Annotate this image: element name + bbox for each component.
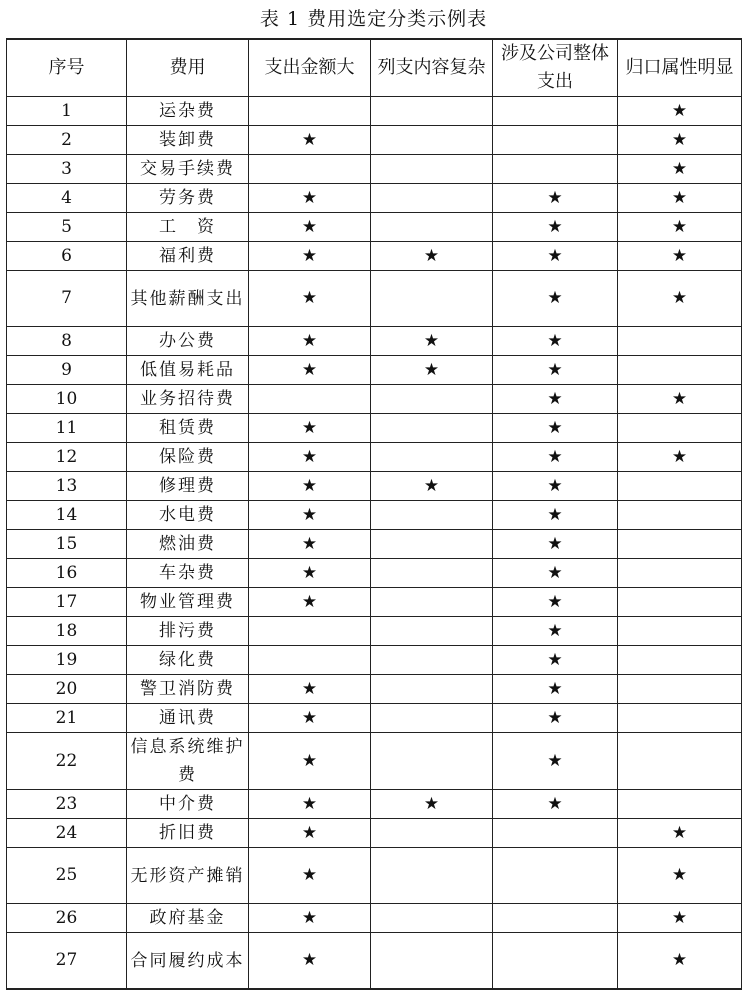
flag-cell xyxy=(249,790,371,819)
table-row xyxy=(7,588,742,617)
flag-cell xyxy=(371,385,493,414)
star-icon: ★ xyxy=(301,793,318,814)
flag-cell xyxy=(618,617,742,646)
flag-cell xyxy=(371,327,493,356)
flag-cell xyxy=(249,155,371,184)
star-icon: ★ xyxy=(301,707,318,728)
table-row xyxy=(7,327,742,356)
table-row xyxy=(7,155,742,184)
star-icon: ★ xyxy=(301,129,318,150)
row-number: 24 xyxy=(7,819,127,848)
flag-cell xyxy=(371,126,493,155)
flag-cell xyxy=(371,356,493,385)
flag-cell xyxy=(371,97,493,126)
flag-cell xyxy=(249,704,371,733)
expense-name: 物业管理费 xyxy=(127,588,249,617)
flag-cell xyxy=(618,530,742,559)
flag-cell xyxy=(249,819,371,848)
flag-cell xyxy=(249,356,371,385)
flag-cell xyxy=(618,472,742,501)
row-number: 16 xyxy=(7,559,127,588)
table-row xyxy=(7,184,742,213)
table-row xyxy=(7,126,742,155)
star-icon: ★ xyxy=(671,388,688,409)
flag-cell xyxy=(249,617,371,646)
expense-name: 无形资产摊销 xyxy=(127,848,249,904)
table-row xyxy=(7,385,742,414)
flag-cell xyxy=(618,559,742,588)
flag-cell xyxy=(249,675,371,704)
table-row xyxy=(7,819,742,848)
star-icon: ★ xyxy=(547,591,563,612)
flag-cell xyxy=(371,588,493,617)
star-icon: ★ xyxy=(423,793,440,814)
expense-name: 水电费 xyxy=(127,501,249,530)
flag-cell xyxy=(493,559,618,588)
row-number: 17 xyxy=(7,588,127,617)
flag-cell xyxy=(249,414,371,443)
flag-cell xyxy=(371,414,493,443)
flag-cell xyxy=(618,933,742,990)
flag-cell xyxy=(493,904,618,933)
table-row xyxy=(7,530,742,559)
flag-cell xyxy=(371,733,493,790)
row-number: 26 xyxy=(7,904,127,933)
flag-cell xyxy=(493,675,618,704)
flag-cell xyxy=(493,126,618,155)
star-icon: ★ xyxy=(547,359,563,380)
flag-cell xyxy=(371,704,493,733)
expense-name: 绿化费 xyxy=(127,646,249,675)
flag-cell xyxy=(618,588,742,617)
star-icon: ★ xyxy=(423,330,440,351)
star-icon: ★ xyxy=(301,446,318,467)
star-icon: ★ xyxy=(301,562,318,583)
table-row xyxy=(7,472,742,501)
star-icon: ★ xyxy=(547,288,563,308)
flag-cell xyxy=(618,356,742,385)
star-icon: ★ xyxy=(423,359,440,380)
star-icon: ★ xyxy=(301,216,318,237)
flag-cell xyxy=(371,675,493,704)
flag-cell xyxy=(493,819,618,848)
star-icon: ★ xyxy=(301,288,318,308)
star-icon: ★ xyxy=(301,475,318,496)
expense-name: 车杂费 xyxy=(127,559,249,588)
flag-cell xyxy=(618,443,742,472)
flag-cell xyxy=(493,501,618,530)
row-number: 10 xyxy=(7,385,127,414)
flag-cell xyxy=(618,675,742,704)
flag-cell xyxy=(493,155,618,184)
flag-cell xyxy=(371,472,493,501)
flag-cell xyxy=(249,443,371,472)
expense-name: 其他薪酬支出 xyxy=(127,271,249,327)
row-number: 19 xyxy=(7,646,127,675)
star-icon: ★ xyxy=(547,216,563,237)
flag-cell xyxy=(371,443,493,472)
flag-cell xyxy=(249,848,371,904)
star-icon: ★ xyxy=(547,504,563,525)
expense-name: 政府基金 xyxy=(127,904,249,933)
flag-cell xyxy=(371,848,493,904)
flag-cell xyxy=(493,271,618,327)
table-row xyxy=(7,646,742,675)
star-icon: ★ xyxy=(301,504,318,525)
star-icon: ★ xyxy=(671,907,688,928)
flag-cell xyxy=(618,704,742,733)
expense-name: 劳务费 xyxy=(127,184,249,213)
expense-name: 通讯费 xyxy=(127,704,249,733)
star-icon: ★ xyxy=(547,417,563,438)
flag-cell xyxy=(371,904,493,933)
flag-cell xyxy=(493,617,618,646)
star-icon: ★ xyxy=(547,649,563,670)
expense-name: 保险费 xyxy=(127,443,249,472)
star-icon: ★ xyxy=(671,216,688,237)
flag-cell xyxy=(493,472,618,501)
flag-cell xyxy=(493,242,618,271)
flag-cell xyxy=(493,97,618,126)
header-cell-expense: 费用 xyxy=(127,39,249,97)
flag-cell xyxy=(371,530,493,559)
header-row xyxy=(7,39,742,97)
flag-cell xyxy=(371,501,493,530)
table-row xyxy=(7,443,742,472)
table-row xyxy=(7,675,742,704)
row-number: 15 xyxy=(7,530,127,559)
table-row xyxy=(7,559,742,588)
star-icon: ★ xyxy=(301,950,318,970)
star-icon: ★ xyxy=(547,620,563,641)
expense-name: 信息系统维护费 xyxy=(127,733,249,790)
flag-cell xyxy=(493,933,618,990)
flag-cell xyxy=(371,819,493,848)
expense-name: 燃油费 xyxy=(127,530,249,559)
expense-name: 工 资 xyxy=(127,213,249,242)
flag-cell xyxy=(249,184,371,213)
flag-cell xyxy=(371,271,493,327)
flag-cell xyxy=(618,126,742,155)
flag-cell xyxy=(249,733,371,790)
flag-cell xyxy=(249,904,371,933)
table-row xyxy=(7,242,742,271)
expense-name: 低值易耗品 xyxy=(127,356,249,385)
star-icon: ★ xyxy=(301,245,318,266)
flag-cell xyxy=(249,126,371,155)
star-icon: ★ xyxy=(671,187,688,208)
flag-cell xyxy=(618,97,742,126)
table-row xyxy=(7,213,742,242)
flag-cell xyxy=(493,184,618,213)
flag-cell xyxy=(493,646,618,675)
star-icon: ★ xyxy=(301,533,318,554)
expense-name: 业务招待费 xyxy=(127,385,249,414)
table-row xyxy=(7,790,742,819)
header-cell-company-wide: 涉及公司整体支出 xyxy=(493,39,618,97)
star-icon: ★ xyxy=(547,533,563,554)
flag-cell xyxy=(493,327,618,356)
expense-name: 排污费 xyxy=(127,617,249,646)
star-icon: ★ xyxy=(547,750,563,771)
flag-cell xyxy=(618,271,742,327)
table-row xyxy=(7,848,742,904)
star-icon: ★ xyxy=(301,187,318,208)
expense-name: 装卸费 xyxy=(127,126,249,155)
expense-name: 福利费 xyxy=(127,242,249,271)
row-number: 11 xyxy=(7,414,127,443)
flag-cell xyxy=(249,242,371,271)
flag-cell xyxy=(493,213,618,242)
flag-cell xyxy=(493,733,618,790)
star-icon: ★ xyxy=(671,446,688,467)
star-icon: ★ xyxy=(671,100,688,121)
star-icon: ★ xyxy=(301,750,318,771)
row-number: 20 xyxy=(7,675,127,704)
table-row xyxy=(7,414,742,443)
star-icon: ★ xyxy=(301,417,318,438)
flag-cell xyxy=(249,271,371,327)
expense-name: 合同履约成本 xyxy=(127,933,249,990)
star-icon: ★ xyxy=(547,446,563,467)
header-cell-clear-ownership: 归口属性明显 xyxy=(618,39,742,97)
flag-cell xyxy=(493,588,618,617)
expense-name: 中介费 xyxy=(127,790,249,819)
flag-cell xyxy=(371,790,493,819)
star-icon: ★ xyxy=(301,865,318,885)
expense-name: 租赁费 xyxy=(127,414,249,443)
flag-cell xyxy=(618,501,742,530)
row-number: 21 xyxy=(7,704,127,733)
row-number: 27 xyxy=(7,933,127,990)
star-icon: ★ xyxy=(301,678,318,699)
flag-cell xyxy=(493,385,618,414)
star-icon: ★ xyxy=(423,245,440,266)
row-number: 1 xyxy=(7,97,127,126)
star-icon: ★ xyxy=(671,822,688,843)
row-number: 2 xyxy=(7,126,127,155)
star-icon: ★ xyxy=(301,591,318,612)
flag-cell xyxy=(371,933,493,990)
row-number: 13 xyxy=(7,472,127,501)
flag-cell xyxy=(493,848,618,904)
star-icon: ★ xyxy=(547,678,563,699)
flag-cell xyxy=(618,733,742,790)
expense-classification-table xyxy=(6,38,742,990)
flag-cell xyxy=(249,646,371,675)
flag-cell xyxy=(371,155,493,184)
row-number: 12 xyxy=(7,443,127,472)
flag-cell xyxy=(493,530,618,559)
flag-cell xyxy=(618,790,742,819)
table-title: 表 1 费用选定分类示例表 xyxy=(259,8,488,30)
expense-name: 办公费 xyxy=(127,327,249,356)
flag-cell xyxy=(618,184,742,213)
star-icon: ★ xyxy=(671,950,688,970)
table-row xyxy=(7,904,742,933)
row-number: 9 xyxy=(7,356,127,385)
flag-cell xyxy=(618,385,742,414)
star-icon: ★ xyxy=(671,158,688,179)
star-icon: ★ xyxy=(547,562,563,583)
star-icon: ★ xyxy=(547,707,563,728)
star-icon: ★ xyxy=(671,129,688,150)
star-icon: ★ xyxy=(547,475,563,496)
star-icon: ★ xyxy=(671,865,688,885)
table-row xyxy=(7,97,742,126)
flag-cell xyxy=(249,559,371,588)
row-number: 25 xyxy=(7,848,127,904)
flag-cell xyxy=(618,155,742,184)
table-row xyxy=(7,271,742,327)
row-number: 3 xyxy=(7,155,127,184)
flag-cell xyxy=(618,848,742,904)
flag-cell xyxy=(493,704,618,733)
table-row xyxy=(7,501,742,530)
row-number: 5 xyxy=(7,213,127,242)
expense-name: 折旧费 xyxy=(127,819,249,848)
star-icon: ★ xyxy=(547,245,563,266)
flag-cell xyxy=(249,501,371,530)
star-icon: ★ xyxy=(423,475,440,496)
flag-cell xyxy=(371,559,493,588)
table-row xyxy=(7,356,742,385)
row-number: 18 xyxy=(7,617,127,646)
star-icon: ★ xyxy=(547,330,563,351)
star-icon: ★ xyxy=(301,907,318,928)
flag-cell xyxy=(493,356,618,385)
table-row xyxy=(7,704,742,733)
table-row xyxy=(7,617,742,646)
header-cell-complex-content: 列支内容复杂 xyxy=(371,39,493,97)
flag-cell xyxy=(249,327,371,356)
flag-cell xyxy=(371,646,493,675)
star-icon: ★ xyxy=(547,793,563,814)
flag-cell xyxy=(371,617,493,646)
flag-cell xyxy=(249,472,371,501)
star-icon: ★ xyxy=(547,187,563,208)
flag-cell xyxy=(618,327,742,356)
flag-cell xyxy=(249,385,371,414)
flag-cell xyxy=(249,530,371,559)
flag-cell xyxy=(618,904,742,933)
star-icon: ★ xyxy=(671,245,688,266)
expense-name: 交易手续费 xyxy=(127,155,249,184)
flag-cell xyxy=(371,242,493,271)
table-row xyxy=(7,933,742,990)
expense-name: 运杂费 xyxy=(127,97,249,126)
flag-cell xyxy=(493,414,618,443)
row-number: 4 xyxy=(7,184,127,213)
flag-cell xyxy=(618,213,742,242)
row-number: 6 xyxy=(7,242,127,271)
star-icon: ★ xyxy=(301,330,318,351)
flag-cell xyxy=(618,819,742,848)
flag-cell xyxy=(618,414,742,443)
flag-cell xyxy=(493,443,618,472)
flag-cell xyxy=(618,646,742,675)
star-icon: ★ xyxy=(301,822,318,843)
header-cell-large-amount: 支出金额大 xyxy=(249,39,371,97)
star-icon: ★ xyxy=(671,288,688,308)
expense-name: 警卫消防费 xyxy=(127,675,249,704)
flag-cell xyxy=(249,213,371,242)
flag-cell xyxy=(493,790,618,819)
row-number: 22 xyxy=(7,733,127,790)
flag-cell xyxy=(249,97,371,126)
expense-name: 修理费 xyxy=(127,472,249,501)
header-cell-no: 序号 xyxy=(7,39,127,97)
row-number: 23 xyxy=(7,790,127,819)
row-number: 7 xyxy=(7,271,127,327)
star-icon: ★ xyxy=(547,388,563,409)
table-row xyxy=(7,733,742,790)
star-icon: ★ xyxy=(301,359,318,380)
flag-cell xyxy=(618,242,742,271)
flag-cell xyxy=(371,184,493,213)
row-number: 14 xyxy=(7,501,127,530)
flag-cell xyxy=(249,933,371,990)
flag-cell xyxy=(371,213,493,242)
row-number: 8 xyxy=(7,327,127,356)
flag-cell xyxy=(249,588,371,617)
